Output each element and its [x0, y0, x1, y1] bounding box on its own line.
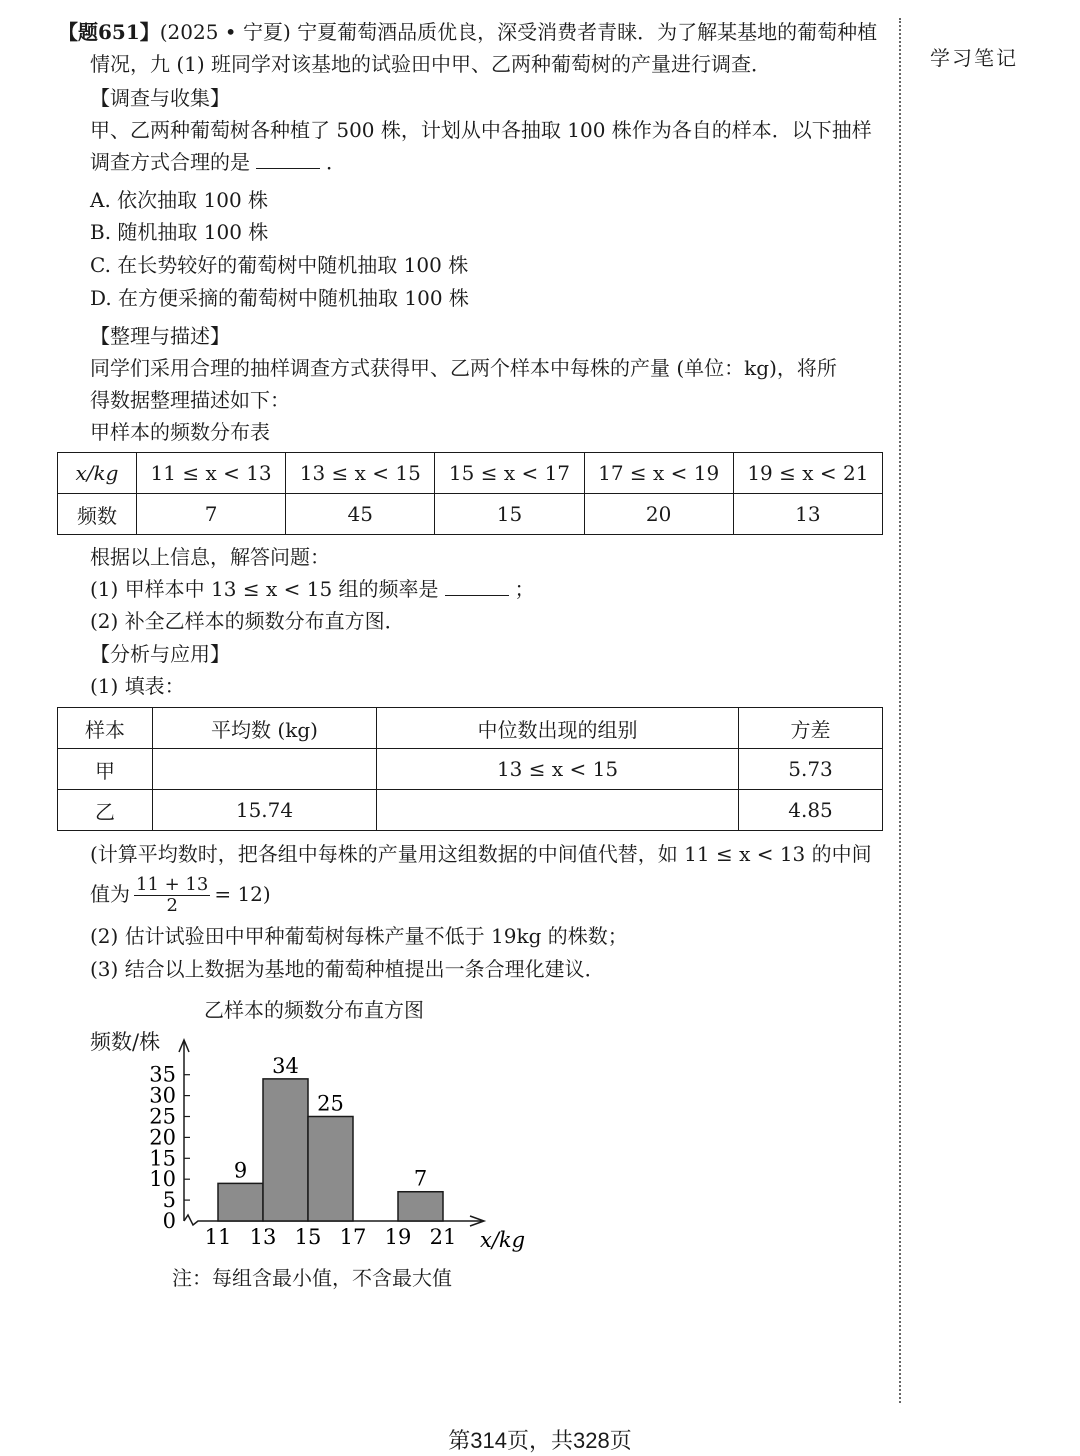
y-tick-label: 25	[149, 1104, 176, 1129]
stats-header-cell: 中位数出现的组别	[377, 708, 739, 749]
question-estimate: (2) 估计试验田中甲种葡萄树每株产量不低于 19kg 的株数；	[90, 924, 628, 948]
x-tick-label: 21	[429, 1225, 457, 1249]
y-tick-label: 0	[162, 1209, 176, 1233]
option-b: B. 随机抽取 100 株	[90, 220, 269, 244]
bar-value-label: 34	[272, 1053, 299, 1078]
questions-intro: 根据以上信息，解答问题：	[90, 545, 330, 569]
bar-value-label: 25	[317, 1091, 344, 1116]
stats-cell: 甲	[58, 749, 153, 790]
y-tick-label: 35	[149, 1062, 176, 1087]
freq-header-cell: 15 ≤ x < 17	[435, 453, 584, 494]
freq-cell: 45	[286, 494, 435, 535]
freq-cell: 频数	[58, 494, 137, 535]
question-suggestion: (3) 结合以上数据为基地的葡萄种植提出一条合理化建议．	[90, 957, 605, 981]
x-tick-label: 17	[339, 1225, 367, 1249]
stats-cell: 5.73	[739, 749, 883, 790]
section1-line1: 甲、乙两种葡萄树各种植了 500 株，计划从中各抽取 100 株作为各自的样本．以下抽样	[90, 118, 872, 142]
fraction-numerator: 11 + 13	[136, 874, 209, 895]
note-line1: (计算平均数时，把各组中每株的产量用这组数据的中间值代替，如 11 ≤ x < 13 的中间	[90, 842, 872, 866]
section-title-organize: 【整理与描述】	[90, 324, 230, 348]
x-tick-label: 11	[204, 1225, 232, 1249]
stats-cell: 4.85	[739, 790, 883, 831]
section1-line2-end: ．	[326, 150, 346, 174]
question-1-text: (1) 甲样本中 13 ≤ x < 15 组的频率是	[90, 577, 439, 601]
histogram-y-label: 频数/株	[90, 1030, 161, 1054]
bar-value-label: 9	[233, 1158, 248, 1183]
option-d: D. 在方便采摘的葡萄树中随机抽取 100 株	[90, 286, 469, 310]
y-tick-label: 30	[149, 1083, 176, 1108]
stats-cell: 13 ≤ x < 15	[377, 749, 739, 790]
x-tick-label: 19	[384, 1225, 412, 1249]
histogram-bar	[218, 1183, 263, 1221]
freq-table-caption: 甲样本的频数分布表	[90, 420, 270, 444]
intro-text-1: (2025 • 宁夏) 宁夏葡萄酒品质优良，深受消费者青睐．为了解某基地的葡萄种植	[159, 20, 878, 44]
histogram-bars	[218, 1054, 443, 1221]
question-2: (2) 补全乙样本的频数分布直方图．	[90, 609, 405, 633]
stats-cell: 乙	[58, 790, 153, 831]
option-a: A. 依次抽取 100 株	[90, 188, 269, 212]
section1-line2-text: 调查方式合理的是	[90, 150, 250, 174]
stats-header-cell: 样本	[58, 708, 153, 749]
y-tick-label: 15	[149, 1146, 176, 1171]
fraction-denominator: 2	[166, 895, 178, 916]
note-line2-prefix: 值为	[90, 882, 130, 906]
stats-header-cell: 平均数 (kg)	[153, 708, 377, 749]
section2-line1: 同学们采用合理的抽样调查方式获得甲、乙两个样本中每株的产量 (单位：kg)，将所	[90, 356, 837, 380]
freq-header-cell: x/kg	[58, 453, 137, 494]
section-title-survey: 【调查与收集】	[90, 86, 230, 110]
histogram-bar	[263, 1079, 308, 1221]
histogram-title: 乙样本的频数分布直方图	[204, 998, 424, 1022]
stats-header-cell: 方差	[739, 708, 883, 749]
freq-cell: 15	[435, 494, 584, 535]
stats-cell: 15.74	[153, 790, 377, 831]
histogram-bar	[398, 1192, 443, 1221]
fill-table-label: (1) 填表：	[90, 674, 185, 698]
freq-header-cell: 17 ≤ x < 19	[584, 453, 733, 494]
problem-number: 【题651】	[58, 20, 160, 44]
freq-header-cell: 19 ≤ x < 21	[733, 453, 882, 494]
freq-header-cell: 13 ≤ x < 15	[286, 453, 435, 494]
section-title-analysis: 【分析与应用】	[90, 642, 230, 666]
section2-line2: 得数据整理描述如下：	[90, 388, 290, 412]
histogram-note: 注：每组含最小值，不含最大值	[172, 1266, 452, 1290]
freq-cell: 20	[584, 494, 733, 535]
x-axis-label: x/kg	[480, 1228, 526, 1252]
freq-cell: 13	[733, 494, 882, 535]
bar-value-label: 7	[413, 1166, 428, 1191]
problem-intro-line2: 情况，九 (1) 班同学对该基地的试验田中甲、乙两种葡萄树的产量进行调查．	[90, 52, 772, 76]
page-footer: 第314页，共328页	[448, 1428, 632, 1453]
y-tick-label: 5	[162, 1188, 176, 1213]
note-line2-suffix: = 12)	[214, 882, 271, 906]
y-tick-label: 10	[149, 1167, 176, 1192]
histogram-bar	[308, 1117, 353, 1222]
freq-cell: 7	[137, 494, 286, 535]
freq-header-cell: 11 ≤ x < 13	[137, 453, 286, 494]
x-tick-label: 13	[249, 1225, 277, 1249]
question-1-end: ；	[514, 577, 535, 601]
y-tick-label: 20	[149, 1125, 176, 1150]
x-tick-label: 15	[294, 1225, 322, 1249]
option-c: C. 在长势较好的葡萄树中随机抽取 100 株	[90, 253, 469, 277]
side-notes: 学习笔记	[930, 46, 1018, 70]
